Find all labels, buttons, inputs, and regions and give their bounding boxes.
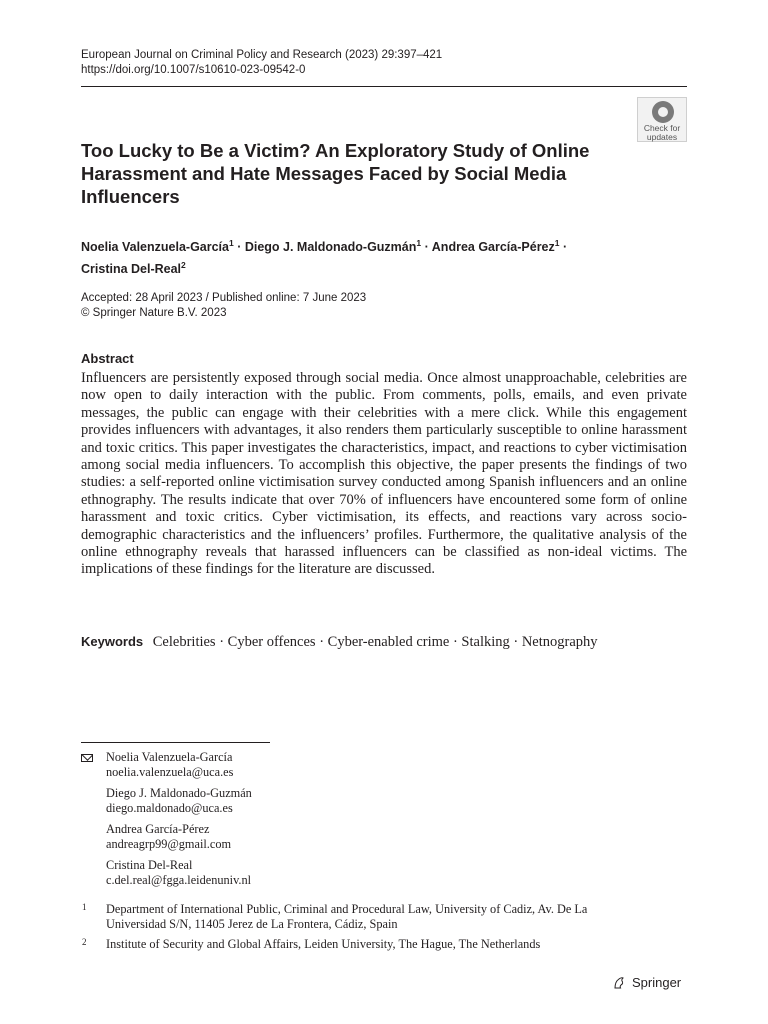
contact-name: Noelia Valenzuela-García	[106, 750, 233, 764]
contact-entry	[81, 786, 681, 816]
contact-email[interactable]: c.del.real@fgga.leidenuniv.nl	[106, 873, 252, 887]
contact-email[interactable]: andreagrp99@gmail.com	[106, 837, 232, 851]
publisher-logo	[612, 975, 681, 990]
keywords-line	[81, 634, 598, 651]
contact-name: Cristina Del-Real	[106, 858, 193, 872]
badge-label: Check for updates	[643, 123, 681, 142]
affiliation-line: Department of International Public, Criminal and Procedural Law, University of Cadiz, Av. De La	[106, 902, 588, 916]
publisher-name: Springer	[632, 975, 682, 990]
check-for-updates-badge[interactable]	[637, 97, 687, 142]
affiliation-marker: 1	[416, 238, 422, 248]
abstract-text: Influencers are persistently exposed through social media. Once almost unapproachable, celebrities are now open to daily interaction with the public. From comments, polls, emails, and even private messages, the public can engage with their celebrities with a mere click. While this engagement provides influencers with advantages, it also renders them particularly susceptible to online harassment and toxic critics. This paper investigates the characteristics, impact, and reactions to cyber victimisation among social media influencers. To accomplish this objective, the paper presents the findings of two studies: a self-reported online victimisation survey conducted among Spanish influencers and an online ethnography. The results indicate that over 70% of influencers have encountered some form of online harassment and toxic critics. Cyber victimisation, its effects, and reactions vary across socio-demographic characteristics and the influencers’ profiles. Furthermore, the qualitative analysis of the online ethnography reveals that harassed influencers can be classified as non-ideal victims. The implications of these findings for the literature are discussed.	[81, 370, 687, 578]
affiliation-2	[81, 937, 681, 952]
affiliation-line: Institute of Security and Global Affairs, Leiden University, The Hague, The Netherlands	[106, 937, 541, 951]
affiliation-marker: 2	[181, 260, 186, 271]
check-for-updates-icon	[652, 101, 674, 123]
contact-email[interactable]: noelia.valenzuela@uca.es	[106, 765, 234, 779]
title-line: Harassment and Hate Messages Faced by Social Media	[81, 163, 567, 184]
paper-title	[81, 139, 621, 208]
accepted-published-dates: Accepted: 28 April 2023 / Published online: 7 June 2023	[81, 292, 367, 304]
journal-citation	[81, 48, 442, 78]
affiliation-marker: 1	[554, 238, 560, 248]
title-line: Influencers	[81, 186, 180, 207]
keywords-label: Keywords	[81, 634, 144, 649]
contact-entry	[81, 858, 681, 888]
springer-horse-icon	[612, 976, 626, 990]
contact-entry	[81, 750, 681, 780]
header-rule	[81, 86, 687, 87]
doi-link[interactable]: https://doi.org/10.1007/s10610-023-09542-0	[81, 64, 306, 76]
affiliation-number: 1	[82, 902, 87, 912]
title-line: Too Lucky to Be a Victim? An Exploratory Study of Online	[81, 140, 590, 161]
affiliation-number: 2	[82, 937, 87, 947]
affiliation-marker: 1	[229, 238, 234, 248]
keywords-list: Celebrities · Cyber offences · Cyber-enabled crime · Stalking · Netnography	[152, 634, 598, 650]
author-name: Andrea García-Pérez	[431, 240, 555, 255]
affiliation-line: Universidad S/N, 11405 Jerez de La Frontera, Cádiz, Spain	[106, 917, 398, 931]
author-name: Cristina Del-Real	[81, 262, 182, 277]
copyright-notice: © Springer Nature B.V. 2023	[81, 307, 227, 319]
footnote-rule	[81, 742, 270, 743]
affiliation-1	[81, 902, 681, 932]
contact-email[interactable]: diego.maldonado@uca.es	[106, 801, 233, 815]
publication-dates	[81, 291, 366, 321]
abstract-heading: Abstract	[81, 351, 134, 366]
author-list: Noelia Valenzuela-García$^1$ · Diego J. Maldonado-Guzmán$^1$ · Andrea García-Pérez$^1$ · Cristina Del-Real$^2$	[81, 238, 568, 277]
author-name: Diego J. Maldonado-Guzmán	[244, 240, 417, 255]
author-contacts	[81, 750, 681, 894]
author-name: Noelia Valenzuela-García	[81, 240, 229, 255]
journal-reference: European Journal on Criminal Policy and Research (2023) 29:397–421	[81, 49, 443, 61]
contact-entry	[81, 822, 681, 852]
envelope-icon	[81, 754, 93, 762]
contact-name: Diego J. Maldonado-Guzmán	[106, 786, 252, 800]
contact-name: Andrea García-Pérez	[106, 822, 210, 836]
